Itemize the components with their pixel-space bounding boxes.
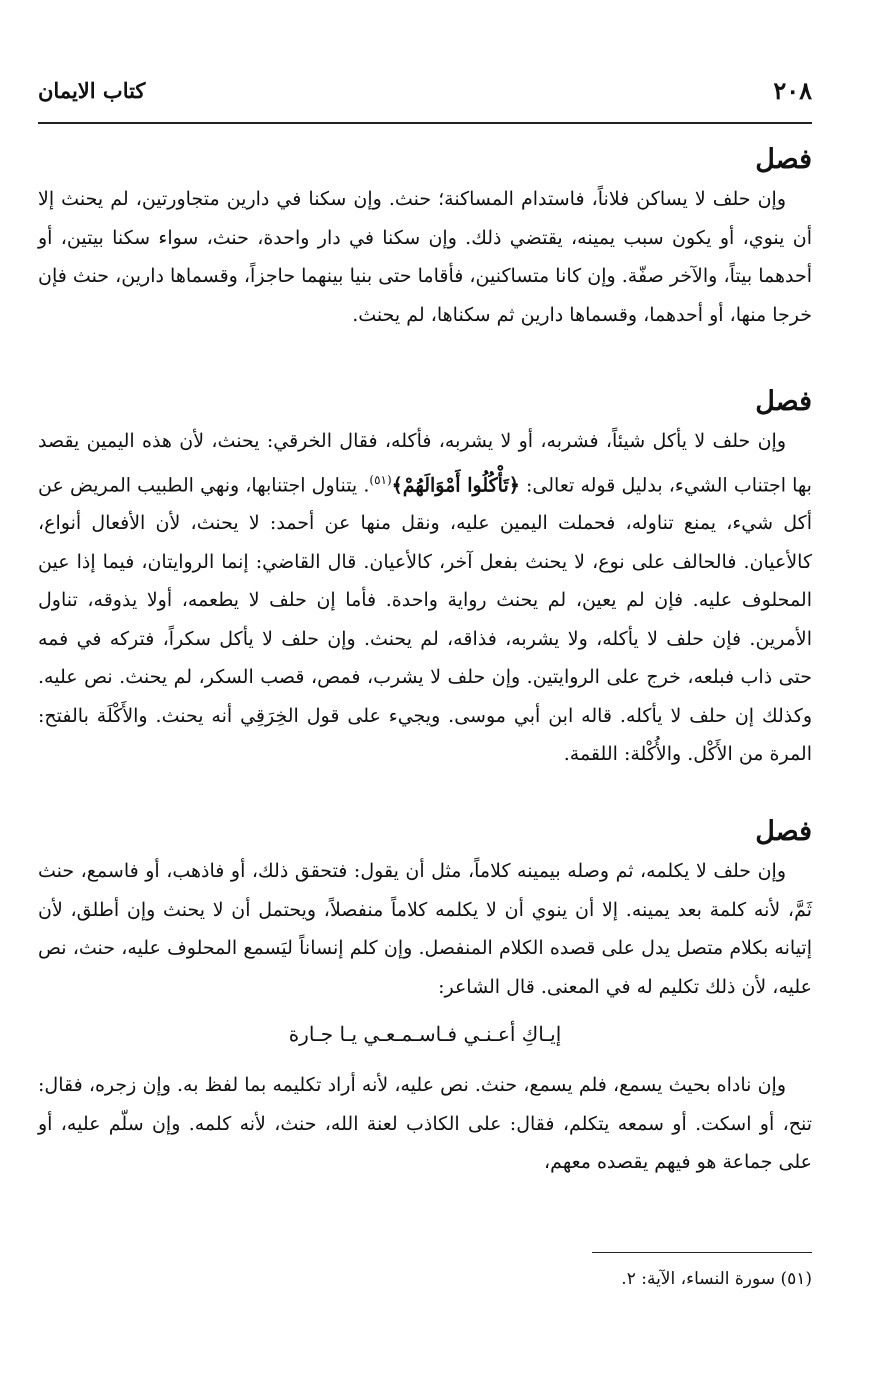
poetry-verse: إيـاكِ أعـنـي فـاسـمـعـي يـا جـارة [288,1022,562,1046]
section-1 [38,140,812,334]
page-number: ٢٠٨ [773,75,812,105]
footnote-text: سورة النساء، الآية: ٢. [621,1269,776,1289]
footnote-marker: (٥١) [780,1269,812,1289]
header-divider [38,122,812,124]
section-paragraph: وإن ناداه بحيث يسمع، فلم يسمع، حنث. نص عليه، لأنه أراد تكليمه بما لفظ به. وإن زجره، فقال: تنح، أو اسكت. أو سمعه يتكلم، فقال: على الكاذب لعنة الله، حنث، لأنه كلمه. وإن سلّم عليه، أو على جماعة هو فيهم يقصده معهم، [38,1074,812,1173]
footnote-divider [592,1252,812,1253]
book-page [38,0,812,1375]
quran-quote: ﴿تَأْكُلُوا أَمْوَالَهُمْ﴾ [391,473,520,496]
footnote-reference[interactable]: (٥١) [369,472,392,487]
footnote [38,1264,812,1294]
section-paragraph: وإن حلف لا يكلمه، ثم وصله بيمينه كلاماً، مثل أن يقول: فتحقق ذلك، أو فاذهب، أو فاسمع، حنث ثَمَّ، لأنه كلمة بعد يمينه. إلا أن ينوي أن لا يكلمه كلاماً منفصلاً، ويحتمل أن لا يحنث وإن أطلق، لأن إتيانه بكلام متصل يدل على قصده الكلام المنفصل. وإن كلم إنساناً ليَسمع المحلوف عليه، حنث، نص عليه، لأن ذلك تكليم له في المعنى. قال الشاعر: [38,860,812,998]
section-2 [38,382,812,774]
section-paragraph: وإن حلف لا يساكن فلاناً، فاستدام المساكنة؛ حنث. وإن سكنا في دارين متجاورتين، لم يحنث إلا أن ينوي، أو يكون سبب يمينه، يقتضي ذلك. وإن سكنا في دار واحدة، حنث، سواء سكنا بيتين، أو أحدهما بيتاً، والآخر صفّة. وإن كانا متساكنين، فأقاما حتى بنيا بينهما حاجزاً، وقسماها دارين، حنث فإن خرجا منها، أو أحدهما، وقسماها دارين ثم سكناها، لم يحنث. [38,188,812,326]
section-3 [38,812,812,1182]
section-heading: فصل [755,144,812,175]
book-title: كتاب الايمان [38,77,146,103]
section-heading: فصل [755,816,812,847]
section-heading: فصل [755,386,812,417]
section-paragraph: وإن حلف لا يأكل شيئاً، فشربه، أو لا يشربه، فأكله، فقال الخرقي: يحنث، لأن هذه اليمين يقصد بها اجتناب الشيء، بدليل قوله تعالى: ﴿تَأْكُلُوا أَمْوَالَهُمْ﴾$^{(٥١)}$. يتناول اجتنابها، ونهي الطبيب المريض عن أكل شيء، يمنع تناوله، فحملت اليمين عليه، ونقل منها عن أحمد: لا يحنث، لأن الأفعال أنواع، كالأعيان. فالحالف على نوع، لا يحنث بفعل آخر، كالأعيان. قال القاضي: إنما الروايتان، فيما إذا عين المحلوف عليه. فإن لم يعين، لم يحنث رواية واحدة. فأما إن حلف لا يطعمه، أولا يذوقه، تناول الأمرين. فإن حلف لا يأكله، ولا يشربه، فذاقه، لم يحنث. وإن حلف لا يأكل سكراً، فتركه في فمه حتى ذاب فبلعه، خرج على الروايتين. وإن حلف لا يشرب، فمص، قصب السكر، لم يحنث. نص عليه. وكذلك إن حلف لا يأكله. قاله ابن أبي موسى. ويجيء على قول الخِرَقِي أنه يحنث. والأَكْلَة بالفتح: المرة من الأَكْل. والأُكْلة: اللقمة. [38,430,812,766]
running-header [38,70,812,110]
